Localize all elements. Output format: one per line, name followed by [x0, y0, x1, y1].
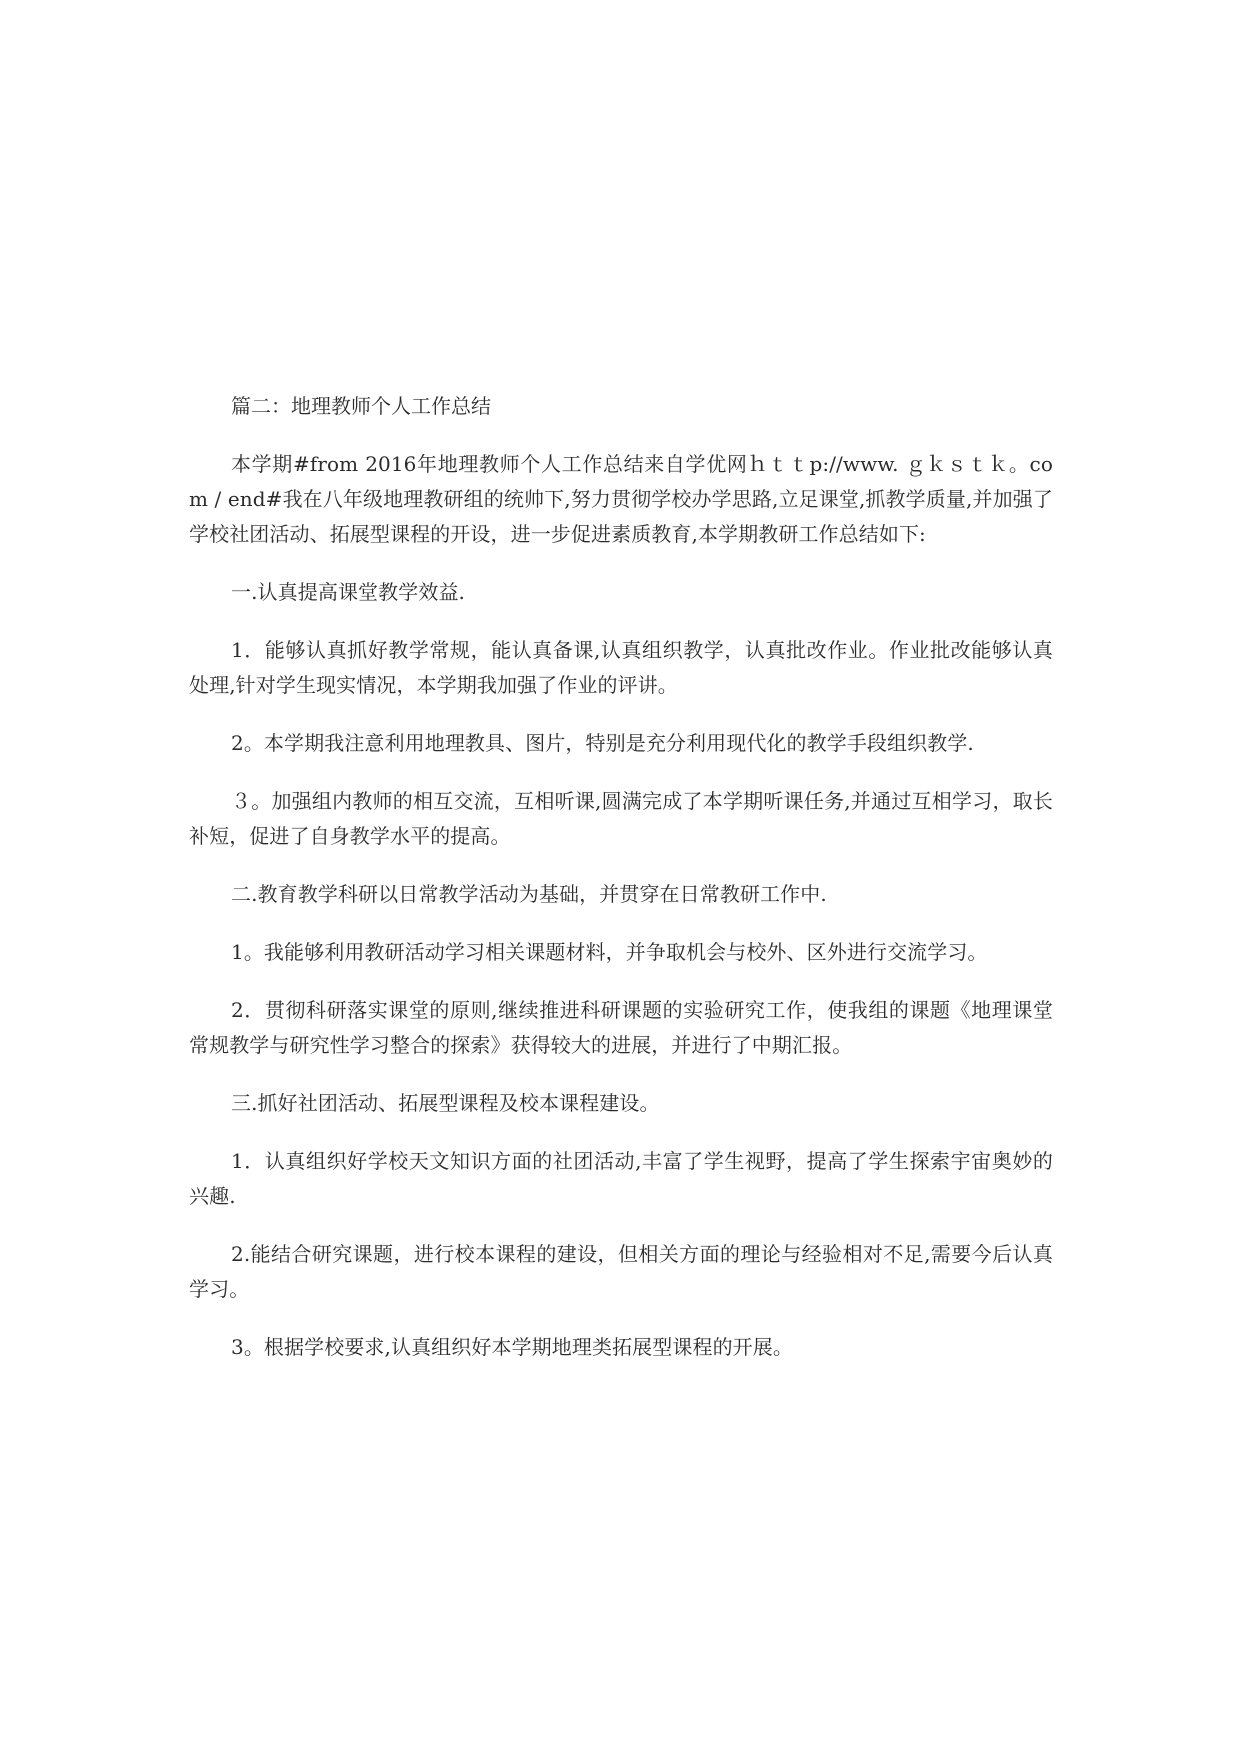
document-title: 篇二：地理教师个人工作总结	[231, 394, 491, 418]
intro-paragraph: 本学期#from 2016年地理教师个人工作总结来自学优网ｈｔｔp://www. ｇｋｓｔｋ。com / end#我在八年级地理教研组的统帅下,努力贯彻学校办学思路,立足课堂,抓教学质量,并加强了学校社团活动、拓展型课程的开设，进一步促进素质教育,本学期教研工作总结如下:	[189, 452, 1053, 546]
section-1-item-1: 1．能够认真抓好教学常规，能认真备课,认真组织教学，认真批改作业。作业批改能够认真处理,针对学生现实情况，本学期我加强了作业的评讲。	[189, 638, 1053, 697]
section-1-item-2: 2。本学期我注意利用地理教具、图片，特别是充分利用现代化的教学手段组织教学.	[231, 731, 974, 755]
section-3-item-3: 3。根据学校要求,认真组织好本学期地理类拓展型课程的开展。	[231, 1335, 793, 1359]
section-2-item-1: 1。我能够利用教研活动学习相关课题材料，并争取机会与校外、区外进行交流学习。	[231, 940, 988, 964]
section-2-item-2: 2．贯彻科研落实课堂的原则,继续推进科研课题的实验研究工作，使我组的课题《地理课堂常规教学与研究性学习整合的探索》获得较大的进展，并进行了中期汇报。	[189, 998, 1053, 1057]
section-heading-2: 二.教育教学科研以日常教学活动为基础，并贯穿在日常教研工作中.	[231, 882, 827, 906]
section-heading-3: 三.抓好社团活动、拓展型课程及校本课程建设。	[231, 1091, 660, 1115]
section-heading-1: 一.认真提高课堂教学效益.	[231, 580, 466, 604]
section-1-item-3: ３。加强组内教师的相互交流，互相听课,圆满完成了本学期听课任务,并通过互相学习，取长补短，促进了自身教学水平的提高。	[189, 789, 1053, 848]
section-3-item-1: 1．认真组织好学校天文知识方面的社团活动,丰富了学生视野，提高了学生探索宇宙奥妙的兴趣.	[189, 1149, 1053, 1208]
document-body	[189, 389, 1053, 1388]
section-3-item-2: 2.能结合研究课题，进行校本课程的建设，但相关方面的理论与经验相对不足,需要今后认真学习。	[189, 1242, 1053, 1301]
